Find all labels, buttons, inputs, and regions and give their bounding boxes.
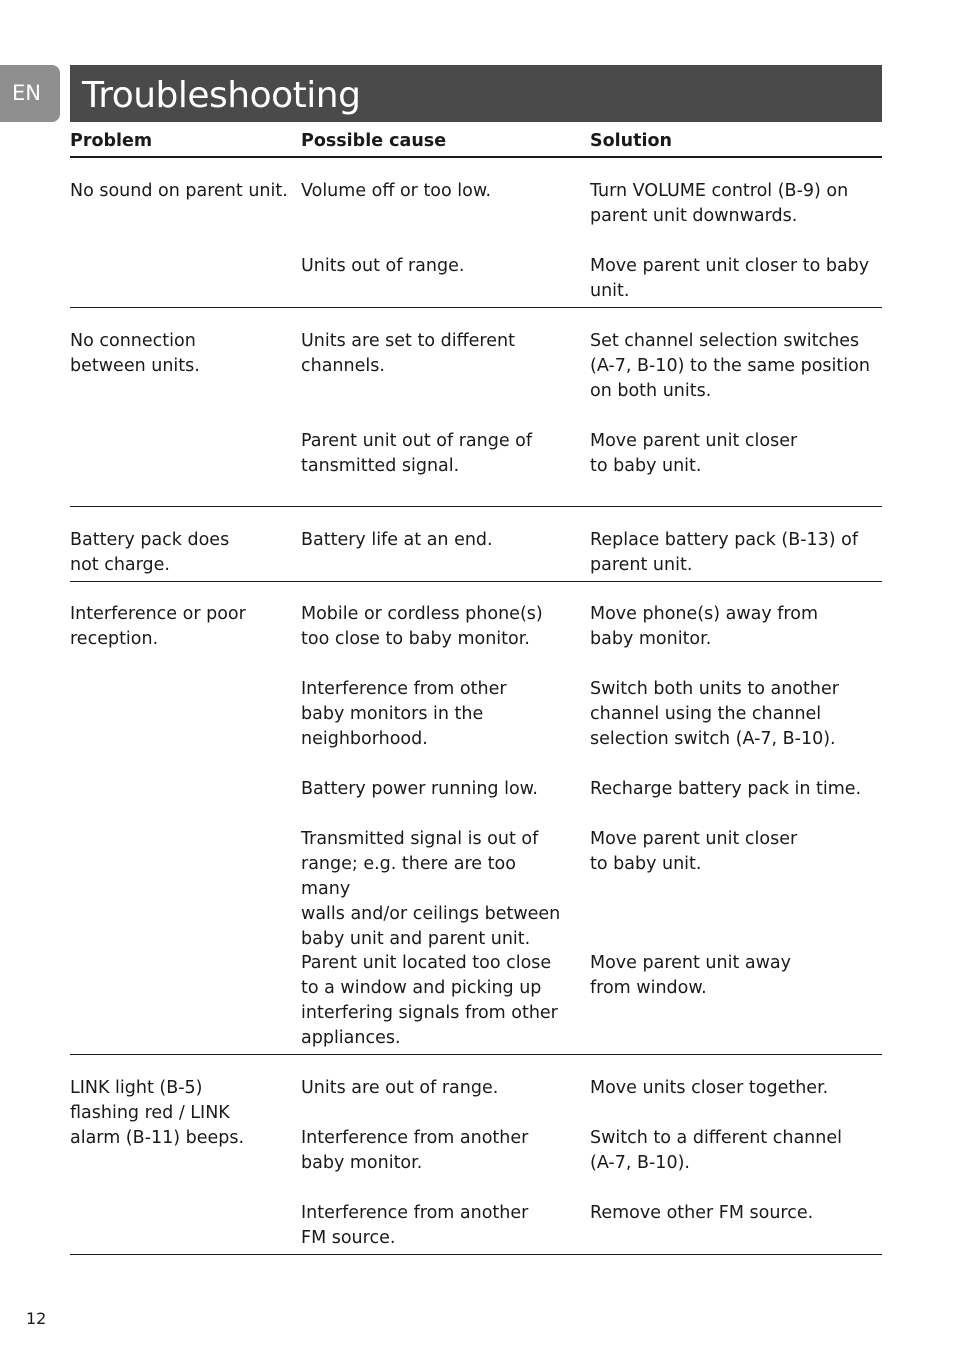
language-tab: EN: [0, 65, 60, 122]
cause-cell: Interference from another FM source.: [301, 1203, 529, 1248]
header-problem: Problem: [70, 131, 153, 151]
table-group: [70, 1055, 882, 1255]
solution-cell: Recharge battery pack in time.: [590, 779, 862, 799]
solution-cell: Move parent unit closer to baby unit.: [590, 256, 870, 301]
solution-cell: Move parent unit closer to baby unit.: [590, 829, 798, 874]
solution-cell: Move parent unit closer to baby unit.: [590, 431, 798, 476]
cause-cell: Interference from other baby monitors in the neighborhood.: [301, 679, 507, 749]
cause-cell: Interference from another baby monitor.: [301, 1128, 529, 1173]
cause-cell: Battery power running low.: [301, 779, 538, 799]
solution-cell: Set channel selection switches (A-7, B-10) to the same position on both units.: [590, 331, 870, 401]
table-group: [70, 507, 882, 582]
table-group: [70, 308, 882, 507]
page-number: 12: [26, 1309, 47, 1328]
table-group: [70, 582, 882, 1055]
cause-cell: Parent unit located too close to a window and picking up interfering signals from other appliances.: [301, 953, 558, 1048]
header-solution: Solution: [590, 131, 672, 151]
page-title: Troubleshooting: [82, 75, 361, 116]
header-cause: Possible cause: [301, 131, 447, 151]
problem-cell: No sound on parent unit.: [70, 181, 288, 201]
solution-cell: Switch to a different channel (A-7, B-10).: [590, 1128, 842, 1173]
cause-cell: Transmitted signal is out of range; e.g. there are too many walls and/or ceilings between baby unit and parent unit.: [301, 829, 561, 949]
cause-cell: Mobile or cordless phone(s) too close to baby monitor.: [301, 604, 543, 649]
problem-cell: Battery pack does not charge.: [70, 530, 230, 575]
cause-cell: Units out of range.: [301, 256, 465, 276]
solution-cell: Switch both units to another channel using the channel selection switch (A-7, B-10).: [590, 679, 839, 749]
cause-cell: Volume off or too low.: [301, 181, 492, 201]
solution-cell: Turn VOLUME control (B-9) on parent unit downwards.: [590, 181, 849, 226]
cause-cell: Units are out of range.: [301, 1078, 499, 1098]
table-header: [70, 131, 882, 158]
title-bar: [70, 65, 882, 122]
cause-cell: Parent unit out of range of tansmitted signal.: [301, 431, 533, 476]
solution-cell: Move units closer together.: [590, 1078, 829, 1098]
problem-cell: No connection between units.: [70, 331, 200, 376]
cause-cell: Battery life at an end.: [301, 530, 493, 550]
solution-cell: Remove other FM source.: [590, 1203, 814, 1223]
troubleshooting-table: [70, 158, 882, 1255]
solution-cell: Move phone(s) away from baby monitor.: [590, 604, 818, 649]
solution-cell: Move parent unit away from window.: [590, 953, 792, 998]
problem-cell: LINK light (B-5) flashing red / LINK alarm (B-11) beeps.: [70, 1078, 245, 1148]
cause-cell: Units are set to different channels.: [301, 331, 515, 376]
problem-cell: Interference or poor reception.: [70, 604, 246, 649]
table-group: [70, 158, 882, 308]
solution-cell: Replace battery pack (B-13) of parent unit.: [590, 530, 859, 575]
